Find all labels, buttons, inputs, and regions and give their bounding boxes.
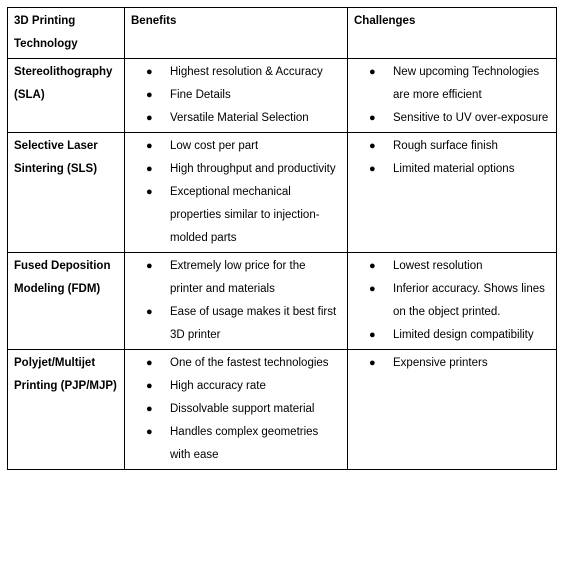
benefits-item-text: One of the fastest technologies [170,357,329,369]
challenges-list [354,61,550,130]
bullet-icon: ● [146,357,153,369]
challenges-item-text: Expensive printers [393,357,488,369]
benefits-item-text: Extremely low price for the printer and materials [170,260,306,295]
list-item [131,84,341,107]
list-item [354,255,550,278]
benefits-item-text: Versatile Material Selection [170,112,309,124]
list-item [354,135,550,158]
header-challenges: Challenges [348,8,557,59]
technology-cell: Selective Laser Sintering (SLS) [8,133,125,253]
list-item [131,61,341,84]
benefits-item-text: Ease of usage makes it best first 3D printer [170,306,337,341]
list-item [354,278,550,324]
bullet-icon: ● [146,306,153,318]
challenges-cell [348,59,557,133]
table-body [8,59,557,470]
bullet-icon: ● [146,380,153,392]
bullet-icon: ● [369,66,376,78]
bullet-icon: ● [146,66,153,78]
list-item [354,107,550,130]
benefits-item-text: Exceptional mechanical properties similar to injection-molded parts [170,186,320,244]
list-item [354,158,550,181]
header-benefits: Benefits [125,8,348,59]
challenges-cell [348,253,557,350]
benefits-cell [125,253,348,350]
benefits-item-text: High accuracy rate [170,380,266,392]
list-item [131,301,341,347]
list-item [131,181,341,250]
benefits-list [131,61,341,130]
technology-cell: Polyjet/Multijet Printing (PJP/MJP) [8,350,125,470]
benefits-item-text: Handles complex geometries with ease [170,426,319,461]
bullet-icon: ● [369,283,376,295]
bullet-icon: ● [146,426,153,438]
list-item [131,135,341,158]
benefits-item-text: Fine Details [170,89,231,101]
benefits-item-text: Highest resolution & Accuracy [170,66,323,78]
benefits-cell [125,350,348,470]
challenges-item-text: Inferior accuracy. Shows lines on the object printed. [393,283,545,318]
list-item [131,255,341,301]
list-item [131,352,341,375]
list-item [131,158,341,181]
bullet-icon: ● [146,403,153,415]
header-technology: 3D Printing Technology [8,8,125,59]
bullet-icon: ● [146,112,153,124]
table-row [8,350,557,470]
bullet-icon: ● [146,89,153,101]
list-item [354,61,550,107]
benefits-item-text: Dissolvable support material [170,403,315,415]
challenges-item-text: Sensitive to UV over-exposure [393,112,549,124]
list-item [354,352,550,375]
bullet-icon: ● [369,163,376,175]
challenges-item-text: Limited design compatibility [393,329,534,341]
benefits-item-text: High throughput and productivity [170,163,336,175]
benefits-cell [125,133,348,253]
bullet-icon: ● [369,112,376,124]
technology-cell: Stereolithography (SLA) [8,59,125,133]
list-item [131,398,341,421]
table-row [8,59,557,133]
list-item [131,107,341,130]
bullet-icon: ● [146,163,153,175]
challenges-item-text: Rough surface finish [393,140,498,152]
bullet-icon: ● [146,260,153,272]
technology-cell: Fused Deposition Modeling (FDM) [8,253,125,350]
technology-comparison-table [7,7,557,470]
header-row [8,8,557,59]
benefits-cell [125,59,348,133]
challenges-item-text: Limited material options [393,163,515,175]
bullet-icon: ● [369,357,376,369]
benefits-list [131,135,341,250]
benefits-list [131,352,341,467]
list-item [131,421,341,467]
challenges-list [354,352,550,375]
challenges-list [354,135,550,181]
challenges-list [354,255,550,347]
list-item [354,324,550,347]
bullet-icon: ● [369,260,376,272]
challenges-item-text: New upcoming Technologies are more efficient [393,66,540,101]
bullet-icon: ● [369,329,376,341]
table-row [8,253,557,350]
table-header [8,8,557,59]
challenges-cell [348,133,557,253]
list-item [131,375,341,398]
bullet-icon: ● [146,140,153,152]
bullet-icon: ● [146,186,153,198]
table-row [8,133,557,253]
challenges-cell [348,350,557,470]
bullet-icon: ● [369,140,376,152]
benefits-item-text: Low cost per part [170,140,259,152]
challenges-item-text: Lowest resolution [393,260,483,272]
benefits-list [131,255,341,347]
